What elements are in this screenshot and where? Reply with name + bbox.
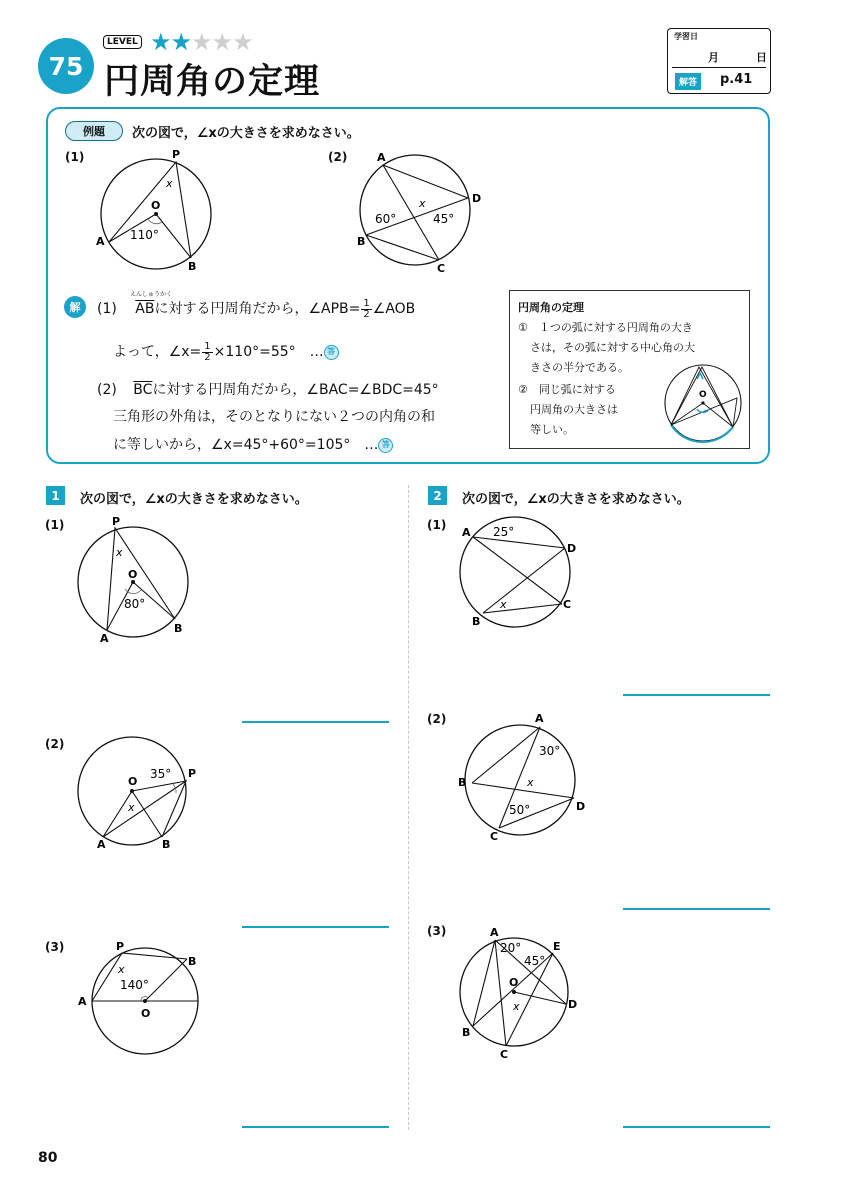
star-filled-icon: ★ bbox=[170, 28, 192, 56]
angle-label: 30° bbox=[539, 744, 561, 758]
point-label: D bbox=[567, 542, 577, 555]
q1-1-answer-line[interactable] bbox=[242, 721, 389, 723]
q2-2-answer-line[interactable] bbox=[623, 908, 770, 910]
angle-label: 110° bbox=[130, 228, 159, 242]
solution-line-4: 三角形の外角は，そのとなりにない２つの内角の和 bbox=[113, 409, 435, 425]
point-label: B bbox=[357, 235, 366, 248]
point-label: A bbox=[100, 632, 109, 645]
angle-label: 140° bbox=[120, 978, 149, 992]
point-label: B bbox=[174, 622, 183, 635]
q2-3-answer-line[interactable] bbox=[623, 1126, 770, 1128]
point-label: B bbox=[462, 1026, 471, 1039]
q2-fig2-number: (2) bbox=[427, 712, 447, 726]
unknown-angle-label: x bbox=[166, 177, 173, 190]
example-instruction: 次の図で，∠xの大きさを求めなさい。 bbox=[132, 126, 360, 141]
center-label: O bbox=[151, 199, 161, 212]
arc-ab: $\overline{AB}$ bbox=[135, 301, 155, 317]
unknown-angle-label: x bbox=[527, 776, 534, 789]
angle-label: 60° bbox=[375, 212, 397, 226]
center-label: O bbox=[699, 390, 707, 400]
unknown-angle-label: x bbox=[128, 801, 135, 814]
star-empty-icon: ★ bbox=[232, 28, 253, 56]
answer-label: 解答 bbox=[675, 73, 701, 90]
unknown-angle-label: x bbox=[419, 197, 426, 210]
theorem-box bbox=[509, 290, 750, 449]
angle-label: 20° bbox=[500, 941, 522, 955]
point-label: B bbox=[188, 260, 197, 273]
example-fig1-number: (1) bbox=[65, 150, 85, 164]
star-empty-icon: ★ bbox=[191, 28, 212, 56]
day-label: 日 bbox=[756, 51, 767, 64]
arc-bc: $\overline{BC}$ bbox=[133, 382, 153, 398]
example-fig2-number: (2) bbox=[328, 150, 348, 164]
angle-label: 35° bbox=[150, 767, 172, 781]
q1-fig1-diagram bbox=[70, 512, 205, 647]
example-fig2-diagram bbox=[355, 145, 495, 280]
q1-fig1-number: (1) bbox=[45, 518, 65, 532]
point-label: E bbox=[553, 940, 561, 953]
solution-line-5: に等しいから，∠x=45°+60°=105° … 答 bbox=[113, 434, 393, 454]
star-filled-icon: ★ bbox=[150, 28, 171, 56]
column-divider bbox=[408, 485, 409, 1130]
q2-fig3-number: (3) bbox=[427, 924, 447, 938]
point-label: A bbox=[78, 995, 87, 1008]
question-1-badge: 1 bbox=[46, 486, 65, 505]
unit-number-badge: 75 bbox=[38, 38, 94, 94]
unknown-angle-label: x bbox=[118, 963, 125, 976]
solution-mark: 解 bbox=[64, 296, 86, 318]
star-empty-icon: ★ bbox=[211, 28, 233, 56]
q1-fig3-diagram bbox=[70, 935, 205, 1065]
point-label: A bbox=[377, 151, 386, 164]
q2-1-answer-line[interactable] bbox=[623, 694, 770, 696]
date-divider bbox=[672, 67, 766, 68]
point-label: C bbox=[437, 262, 446, 275]
angle-label: 45° bbox=[433, 212, 455, 226]
solution-1-number: (1) bbox=[97, 301, 117, 317]
q1-3-answer-line[interactable] bbox=[242, 1126, 389, 1128]
unknown-angle-label: x bbox=[513, 1000, 520, 1013]
theorem-title: 円周角の定理 bbox=[518, 301, 584, 314]
fraction: $\frac{1}{2}$ bbox=[204, 340, 211, 363]
answer-page: p.41 bbox=[720, 72, 753, 87]
answer-mark-icon: 答 bbox=[324, 345, 339, 360]
ruby-reading: えんしゅうかく bbox=[130, 291, 173, 298]
solution-line-1 bbox=[97, 298, 415, 320]
study-date-label: 学習日 bbox=[674, 32, 698, 41]
angle-label: 45° bbox=[524, 954, 546, 968]
theorem-item-1-line-1: ① １つの弧に対する円周角の大き bbox=[518, 321, 693, 334]
center-label: O bbox=[128, 568, 138, 581]
question-2-badge: 2 bbox=[428, 486, 447, 505]
point-label: C bbox=[490, 830, 499, 843]
q2-fig3-diagram bbox=[452, 922, 592, 1062]
point-label: P bbox=[116, 940, 125, 953]
solution-line-3: (2) $\overline{BC}$に対する円周角だから，∠BAC=∠BDC=45° bbox=[97, 382, 439, 398]
angle-label: 50° bbox=[509, 803, 531, 817]
study-date-box bbox=[667, 28, 771, 94]
page-title: 円周角の定理 bbox=[104, 62, 321, 102]
point-label: D bbox=[568, 998, 578, 1011]
point-label: B bbox=[188, 955, 197, 968]
theorem-item-2-line-1: ② 同じ弧に対する bbox=[518, 383, 616, 396]
question-2-instruction: 次の図で，∠xの大きさを求めなさい。 bbox=[462, 492, 690, 507]
point-label: B bbox=[458, 776, 467, 789]
angle-label: 80° bbox=[124, 597, 146, 611]
unknown-angle-label: x bbox=[116, 546, 123, 559]
point-label: C bbox=[500, 1048, 509, 1061]
q1-2-answer-line[interactable] bbox=[242, 926, 389, 928]
q2-fig1-number: (1) bbox=[427, 518, 447, 532]
point-label: B bbox=[162, 838, 171, 851]
point-label: P bbox=[172, 148, 181, 161]
point-label: D bbox=[576, 800, 586, 813]
example-pill: 例題 bbox=[65, 121, 123, 141]
q1-fig2-number: (2) bbox=[45, 737, 65, 751]
month-label: 月 bbox=[708, 51, 719, 64]
q1-fig2-diagram bbox=[70, 733, 205, 853]
theorem-item-2-line-2: 円周角の大きさは bbox=[530, 403, 618, 416]
point-label: C bbox=[563, 598, 572, 611]
q1-fig3-number: (3) bbox=[45, 940, 65, 954]
level-label: LEVEL bbox=[103, 35, 142, 49]
question-1-instruction: 次の図で，∠xの大きさを求めなさい。 bbox=[80, 492, 308, 507]
point-label: A bbox=[462, 526, 471, 539]
point-label: P bbox=[112, 515, 121, 528]
unknown-angle-label: x bbox=[500, 598, 507, 611]
point-label: P bbox=[188, 767, 197, 780]
point-label: A bbox=[97, 838, 106, 851]
center-label: O bbox=[141, 1007, 151, 1020]
fraction: $\frac{1}{2}$ bbox=[363, 297, 370, 320]
level-stars bbox=[150, 28, 253, 56]
theorem-item-2-line-3: 等しい。 bbox=[530, 423, 574, 436]
point-label: D bbox=[472, 192, 482, 205]
point-label: A bbox=[490, 926, 499, 939]
point-label: B bbox=[472, 615, 481, 628]
q2-fig2-diagram bbox=[455, 708, 595, 843]
theorem-diagram bbox=[661, 361, 747, 447]
center-label: O bbox=[509, 976, 519, 989]
page-number: 80 bbox=[38, 1150, 58, 1166]
example-fig1-diagram bbox=[90, 145, 230, 280]
solution-1-tail: ∠AOB bbox=[372, 301, 416, 317]
point-label: A bbox=[96, 235, 105, 248]
answer-mark-icon: 答 bbox=[378, 438, 393, 453]
theorem-item-1-line-2: さは，その弧に対する中心角の大 bbox=[530, 341, 695, 354]
point-label: A bbox=[535, 712, 544, 725]
q2-fig1-diagram bbox=[450, 512, 590, 637]
solution-line-2: よって，∠x= $\frac{1}{2}$ ×110°=55° … 答 bbox=[113, 341, 339, 363]
solution-1-text: に対する円周角だから，∠APB= bbox=[154, 301, 361, 317]
theorem-item-1-line-3: きさの半分である。 bbox=[530, 361, 629, 374]
center-label: O bbox=[128, 775, 138, 788]
angle-label: 25° bbox=[493, 525, 515, 539]
